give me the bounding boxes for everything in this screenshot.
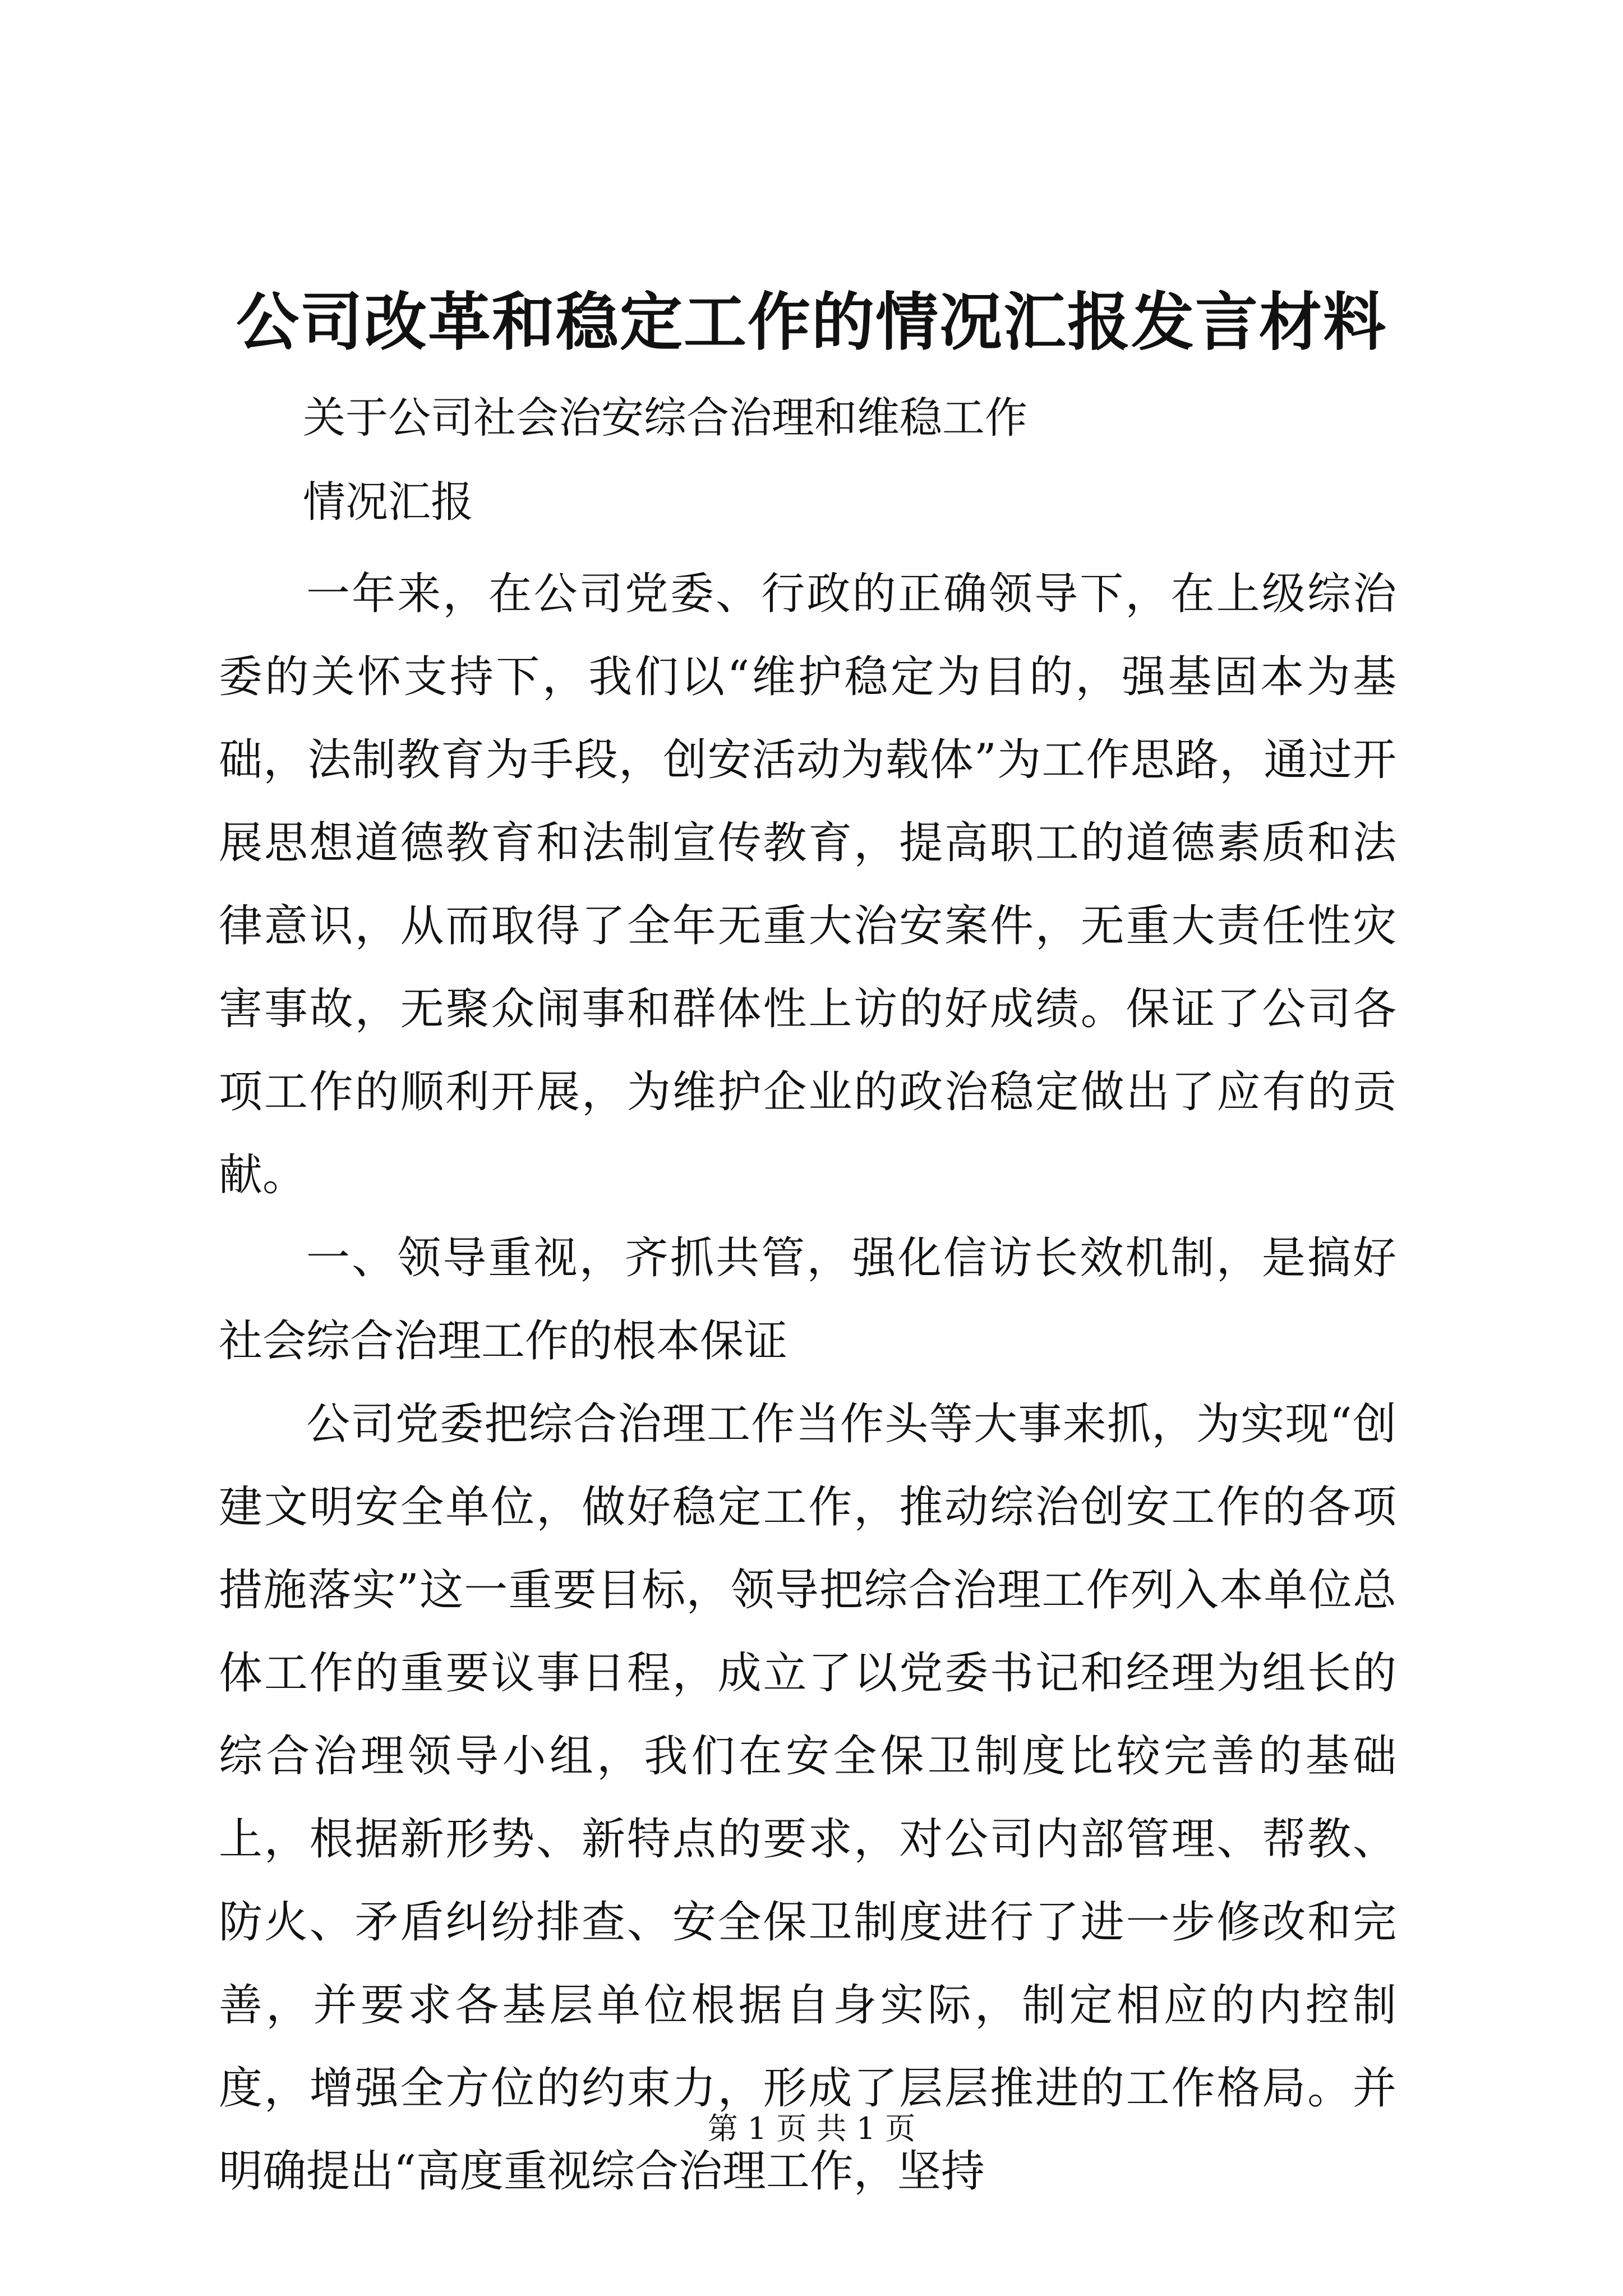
- report-subtitle-line-2: 情况汇报: [303, 477, 473, 527]
- section-heading-1: 一、领导重视，齐抓共管，强化信访长效机制，是搞好社会综合治理工作的根本保证: [219, 1233, 1396, 1366]
- paragraph-intro: 一年来，在公司党委、行政的正确领导下，在上级综治委的关怀支持下，我们以“维护稳定为目的，强基固本为基础，法制教育为手段，创安活动为载体”为工作思路，通过开展思想道德教育和法制宣传教育，提高职工的道德素质和法律意识，从而取得了全年无重大治安案件，无重大责任性灾害事故，无聚众闹事和群体性上访的好成绩。保证了公司各项工作的顺利开展，为维护企业的政治稳定做出了应有的贡献。: [219, 569, 1396, 1200]
- document-body: [219, 553, 1396, 2213]
- paragraph-section-1: 公司党委把综合治理工作当作头等大事来抓，为实现“创建文明安全单位，做好稳定工作，推动综治创安工作的各项措施落实”这一重要目标，领导把综合治理工作列入本单位总体工作的重要议事日程，成立了以党委书记和经理为组长的综合治理领导小组，我们在安全保卫制度比较完善的基础上，根据新形势、新特点的要求，对公司内部管理、帮教、防火、矛盾纠纷排查、安全保卫制度进行了进一步修改和完善，并要求各基层单位根据自身实际，制定相应的内控制度，增强全方位的约束力，形成了层层推进的工作格局。并明确提出“高度重视综合治理工作，坚持: [219, 1399, 1396, 2197]
- document-title: 公司改革和稳定工作的情况汇报发言材料: [236, 286, 1387, 359]
- report-subtitle-line-1: 关于公司社会治安综合治理和维稳工作: [303, 393, 1027, 443]
- page-number-footer: 第 1 页 共 1 页: [707, 2111, 916, 2146]
